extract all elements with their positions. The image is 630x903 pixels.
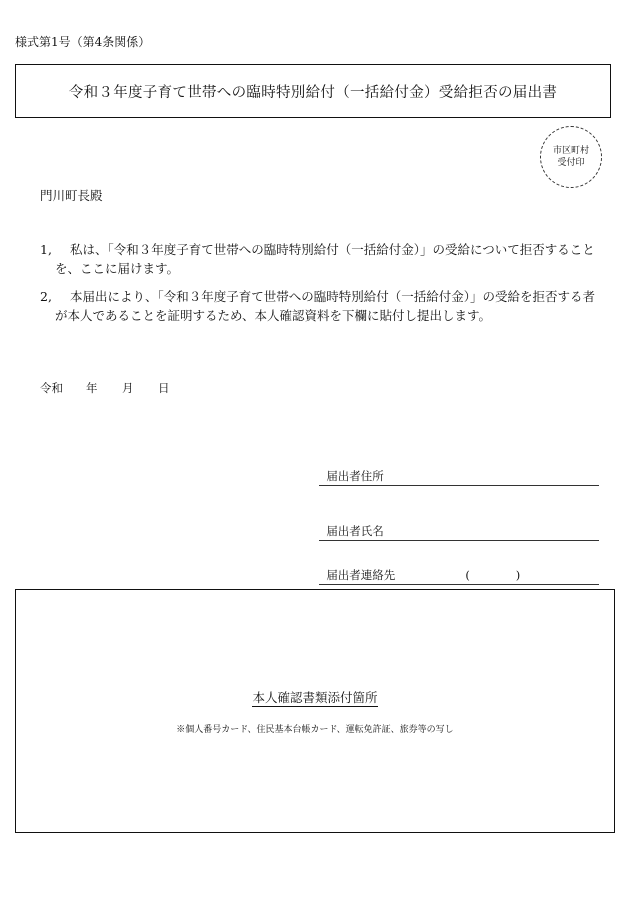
date-year: 年 <box>86 381 98 395</box>
list-item <box>40 287 600 326</box>
date-month: 月 <box>122 381 134 395</box>
name-field[interactable] <box>319 509 599 541</box>
date-era: 令和 <box>40 381 63 395</box>
address-label: 届出者住所 <box>326 469 384 483</box>
item-text: 本届出により、「令和３年度子育て世帯への臨時特別給付（一括給付金）」の受給を拒否する者が本人であることを証明するため、本人確認資料を下欄に貼付し提出します。 <box>55 289 596 324</box>
document-title: 令和３年度子育て世帯への臨時特別給付（一括給付金）受給拒否の届出書 <box>68 84 558 101</box>
date-line <box>40 380 170 396</box>
address-field[interactable] <box>319 454 599 486</box>
list-item <box>40 240 600 279</box>
stamp-line-1: 市区町村 <box>552 145 589 156</box>
id-attachment-title: 本人確認書類添付箇所 <box>252 690 378 705</box>
item-number: 2, <box>40 289 52 304</box>
form-number: 様式第1号（第4条関係） <box>15 35 151 49</box>
stamp-line-2: 受付印 <box>557 158 585 168</box>
title-box <box>15 64 611 118</box>
reception-stamp-area <box>540 126 602 188</box>
id-attachment-title-wrap <box>0 688 630 706</box>
contact-field[interactable] <box>319 553 599 585</box>
item-text: 私は、「令和３年度子育て世帯への臨時特別給付（一括給付金）」の受給について拒否することを、ここに届けます。 <box>55 242 595 277</box>
id-attachment-box <box>15 589 615 833</box>
contact-label: 届出者連絡先 <box>326 568 396 582</box>
item-number: 1, <box>40 242 52 257</box>
id-attachment-note: ※個人番号カード、住民基本台帳カード、運転免許証、旅券等の写し <box>176 725 454 735</box>
contact-parentheses: ( ) <box>465 568 521 582</box>
addressee: 門川町長殿 <box>40 188 103 203</box>
date-day: 日 <box>158 381 170 395</box>
name-label: 届出者氏名 <box>326 524 384 538</box>
